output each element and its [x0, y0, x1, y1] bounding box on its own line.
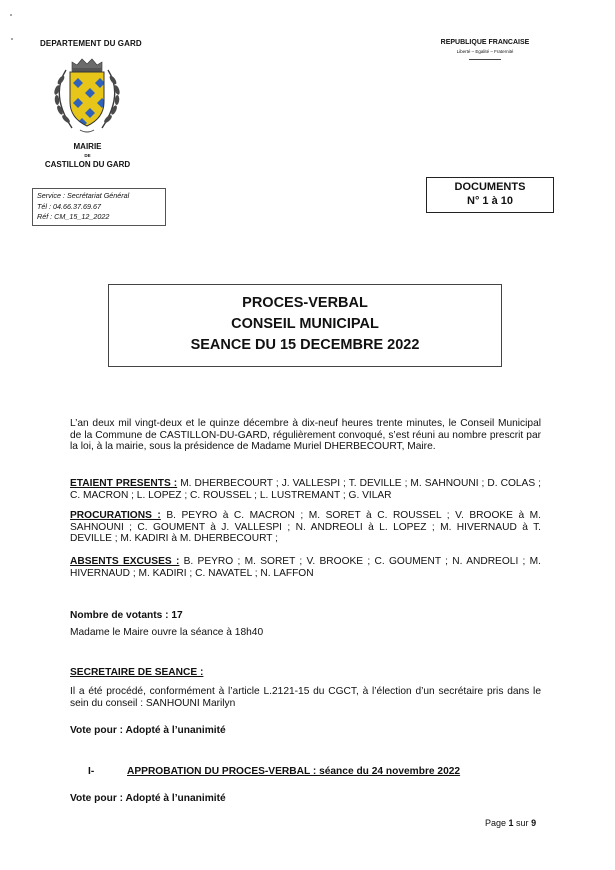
section1-heading: APPROBATION DU PROCES-VERBAL : séance du 24 novembre 2022 — [127, 766, 461, 777]
scan-mark — [10, 14, 12, 16]
secretaire-heading: SECRETAIRE DE SEANCE : — [70, 667, 204, 678]
page-footer — [485, 818, 536, 828]
coat-of-arms-icon — [42, 50, 132, 140]
page-total: 9 — [531, 818, 537, 828]
presents-text: M. DHERBECOURT ; J. VALLESPI ; T. DEVILLE ; M. SAHNOUNI ; D. COLAS ; C. MACRON ; L. LOPEZ ; C. ROUSSEL ; L. LUSTREMANT ; G. VILAR — [70, 478, 541, 501]
presents-label: ETAIENT PRESENTS : — [70, 478, 178, 489]
republic-block — [425, 39, 545, 60]
title-line2: CONSEIL MUNICIPAL — [231, 316, 379, 332]
mairie-line3: CASTILLON DU GARD — [44, 160, 131, 169]
title-line1: PROCES-VERBAL — [242, 295, 368, 311]
page-middle: sur — [513, 818, 532, 828]
republic-motto: Liberté – Egalité – Fraternité — [456, 49, 514, 54]
votants-count: Nombre de votants : 17 — [70, 610, 183, 621]
procurations-paragraph — [70, 510, 541, 545]
absents-paragraph — [70, 556, 541, 579]
republic-label: REPUBLIQUE FRANCAISE — [440, 39, 530, 46]
title-box — [108, 284, 502, 367]
mairie-block — [35, 142, 140, 169]
presents-paragraph — [70, 478, 541, 501]
department-label: DEPARTEMENT DU GARD — [40, 39, 142, 48]
service-line: Service : Secrétariat Général — [37, 191, 130, 200]
section1-vote: Vote pour : Adopté à l’unanimité — [70, 793, 226, 804]
section1-number: I- — [88, 766, 95, 777]
documents-range: N° 1 à 10 — [467, 195, 513, 207]
mairie-line1: MAIRIE — [73, 142, 102, 151]
procurations-text: B. PEYRO à C. MACRON ; M. SORET à C. ROUSSEL ; V. BROOKE à M. SAHNOUNI ; C. GOUMENT à J. VALLESPI ; N. ANDREOLI à L. LOPEZ ; M. HIVERNAUD à T. DEVILLE ; M. KADIRI à M. DHERBECOURT ; — [70, 510, 541, 545]
secretaire-vote: Vote pour : Adopté à l’unanimité — [70, 725, 226, 736]
ref-line: Réf : CM_15_12_2022 — [37, 212, 110, 221]
documents-box — [426, 177, 554, 213]
ouverture-line: Madame le Maire ouvre la séance à 18h40 — [70, 627, 264, 638]
title-line3: SEANCE DU 15 DECEMBRE 2022 — [190, 337, 420, 353]
procurations-label: PROCURATIONS : — [70, 510, 161, 521]
documents-label: DOCUMENTS — [454, 181, 526, 193]
absents-text: B. PEYRO ; M. SORET ; V. BROOKE ; C. GOUMENT ; N. ANDREOLI ; M. HIVERNAUD ; M. KADIRI ; C. NAVATEL ; N. LAFFON — [70, 556, 541, 579]
page-current: 1 — [508, 818, 514, 828]
service-box — [32, 188, 166, 226]
scan-mark — [11, 38, 13, 40]
republic-rule — [469, 59, 501, 60]
tel-line: Tél : 04.66.37.69.67 — [37, 201, 101, 211]
mairie-line2: DE — [84, 153, 91, 158]
intro-paragraph: L’an deux mil vingt-deux et le quinze décembre à dix-neuf heures trente minutes, le Conseil Municipal de la Commune de CASTILLON-DU-GARD, régulièrement convoqué, s’est réuni au nombre prescrit par la loi, à la mairie, sous la présidence de Madame Muriel DHERBECOURT, Maire. — [70, 418, 541, 453]
secretaire-text: Il a été procédé, conformément à l’article L.2121-15 du CGCT, à l’élection d’un secrétaire pris dans le sein du conseil : SANHOUNI Marilyn — [70, 686, 541, 709]
absents-label: ABSENTS EXCUSES : — [70, 556, 180, 567]
page-prefix: Page — [485, 818, 509, 828]
